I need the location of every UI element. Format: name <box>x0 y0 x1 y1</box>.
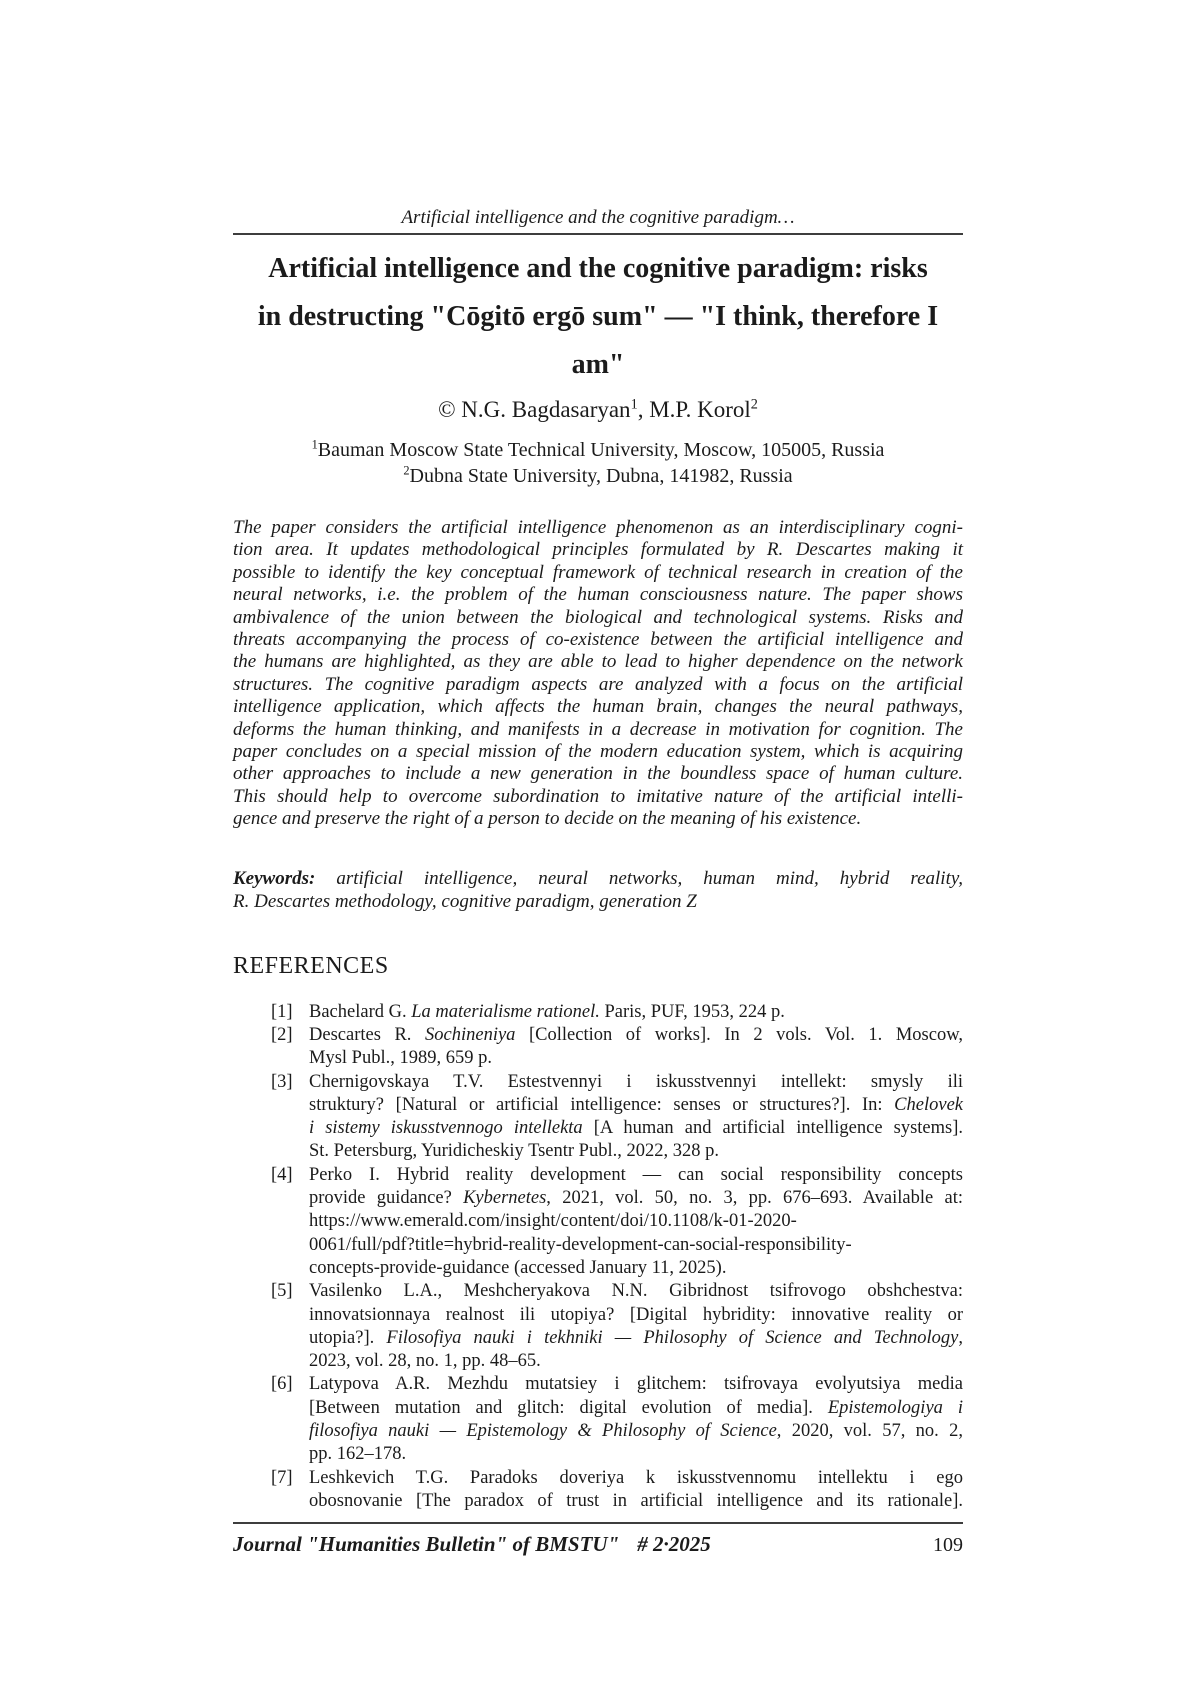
text-line: other approaches to include a new generation in the boundless space of human culture. <box>233 763 963 785</box>
reference-item-1 <box>233 1001 963 1024</box>
text-line: Latypova A.R. Mezhdu mutatsiey i glitchem: tsifrovaya evolyutsiya media <box>309 1374 963 1395</box>
text-line: the humans are highlighted, as they are able to lead to higher dependence on the network <box>233 651 963 673</box>
text-line: Bachelard G. La materialisme rationel. Paris, PUF, 1953, 224 p. <box>309 1001 785 1022</box>
reference-number: [2] <box>271 1024 293 1045</box>
text-line: 0061/full/pdf?title=hybrid-reality-development-can-social-responsibility- <box>309 1234 852 1255</box>
text-line: [Between mutation and glitch: digital evolution of media]. Epistemologiya i <box>309 1397 963 1418</box>
footer-issue: # 2·2025 <box>637 1532 711 1557</box>
page-column <box>233 0 963 1557</box>
reference-number: [4] <box>271 1164 293 1185</box>
text-line: gence and preserve the right of a person to decide on the meaning of his existence. <box>233 808 862 830</box>
text-line: Keywords: artificial intelligence, neural networks, human mind, hybrid reality, <box>233 867 963 889</box>
reference-item-3 <box>233 1071 963 1164</box>
text-line: threats accompanying the process of co-existence between the artificial intelligence and <box>233 629 963 651</box>
reference-number: [3] <box>271 1071 293 1092</box>
reference-text <box>309 1024 963 1071</box>
text-line: obosnovanie [The paradox of trust in artificial intelligence and its rationale]. <box>309 1490 963 1511</box>
text-line: This should help to overcome subordination to imitative nature of the artificial intelli- <box>233 785 963 807</box>
text-line: Vasilenko L.A., Meshcheryakova N.N. Gibridnost tsifrovogo obshchestva: <box>309 1281 963 1302</box>
authors-line: © N.G. Bagdasaryan$^1$, M.P. Korol$^2$ <box>438 396 758 422</box>
reference-text <box>309 1280 963 1373</box>
reference-number: [6] <box>271 1374 293 1395</box>
text-line: Descartes R. Sochineniya [Collection of works]. In 2 vols. Vol. 1. Moscow, <box>309 1024 963 1045</box>
reference-text <box>309 1071 963 1164</box>
text-line: https://www.emerald.com/insight/content/doi/10.1108/k-01-2020- <box>309 1211 797 1232</box>
text-line: Chernigovskaya T.V. Estestvennyi i iskusstvennyi intellekt: smysly ili <box>309 1071 963 1092</box>
text-line: tion area. It updates methodological principles formulated by R. Descartes making it <box>233 539 963 561</box>
text-line: intelligence application, which affects the human brain, changes the neural pathways, <box>233 696 963 718</box>
reference-text <box>309 1001 963 1024</box>
reference-item-7 <box>233 1467 963 1514</box>
references-list <box>233 1001 963 1514</box>
paper-title-line-2: in destructing "Cōgitō ergō sum" — "I think, therefore I am" <box>257 301 939 380</box>
header-rule <box>233 233 963 235</box>
reference-number: [7] <box>271 1467 293 1488</box>
text-line: 2023, vol. 28, no. 1, pp. 48–65. <box>309 1351 541 1372</box>
text-line: possible to identify the key conceptual framework of technical research in creation of the <box>233 561 963 583</box>
text-line: Perko I. Hybrid reality development — can social responsibility concepts <box>309 1164 963 1185</box>
reference-text <box>309 1164 963 1280</box>
text-line: filosofiya nauki — Epistemology & Philosophy of Science, 2020, vol. 57, no. 2, <box>309 1421 963 1442</box>
text-line: innovatsionnaya realnost ili utopiya? [Digital hybridity: innovative reality or <box>309 1304 963 1325</box>
footer <box>233 1532 963 1557</box>
text-line: R. Descartes methodology, cognitive paradigm, generation Z <box>233 890 697 912</box>
text-line: Leshkevich T.G. Paradoks doveriya k iskusstvennomu intellektu i ego <box>309 1467 963 1488</box>
reference-item-2 <box>233 1024 963 1071</box>
affiliation-1: $^1$Bauman Moscow State Technical University, Moscow, 105005, Russia <box>311 437 885 461</box>
footer-journal-name: Journal "Humanities Bulletin" of BMSTU" <box>233 1532 620 1557</box>
text-line: provide guidance? Kybernetes, 2021, vol. 50, no. 3, pp. 676–693. Available at: <box>309 1188 963 1209</box>
text-line: struktury? [Natural or artificial intelligence: senses or structures?]. In: Chelovek <box>309 1094 963 1115</box>
affiliation-2: $^2$Dubna State University, Dubna, 141982, Russia <box>403 463 793 487</box>
reference-item-5 <box>233 1280 963 1373</box>
reference-item-6 <box>233 1373 963 1466</box>
reference-text <box>309 1373 963 1466</box>
keywords <box>233 867 963 913</box>
text-line: structures. The cognitive paradigm aspects are analyzed with a focus on the artificial <box>233 673 963 695</box>
text-line: neural networks, i.e. the problem of the human consciousness nature. The paper shows <box>233 584 963 606</box>
text-line: paper concludes on a special mission of the modern education system, which is acquiring <box>233 741 963 763</box>
paper-title-line-1: Artificial intelligence and the cognitive paradigm: risks <box>268 253 928 284</box>
running-head: Artificial intelligence and the cognitive paradigm… <box>401 207 795 228</box>
affiliations <box>233 437 963 489</box>
references-heading: REFERENCES <box>233 952 389 979</box>
footer-journal-line <box>233 1532 711 1557</box>
reference-number: [1] <box>271 1001 293 1022</box>
text-line: i sistemy iskusstvennogo intellekta [A human and artificial intelligence systems]. <box>309 1118 963 1139</box>
text-line: pp. 162–178. <box>309 1444 407 1465</box>
text-line: utopia?]. Filosofiya nauki i tekhniki — Philosophy of Science and Technology, <box>309 1327 963 1348</box>
text-line: St. Petersburg, Yuridicheskiy Tsentr Publ., 2022, 328 p. <box>309 1141 719 1162</box>
footer-rule <box>233 1522 963 1524</box>
text-line: concepts-provide-guidance (accessed January 11, 2025). <box>309 1257 727 1278</box>
page-number: 109 <box>933 1534 963 1557</box>
paper-title <box>233 245 963 389</box>
reference-text <box>309 1467 963 1514</box>
reference-number: [5] <box>271 1281 293 1302</box>
text-line: ambivalence of the union between the biological and technological systems. Risks and <box>233 606 963 628</box>
reference-item-4 <box>233 1164 963 1280</box>
text-line: The paper considers the artificial intelligence phenomenon as an interdisciplinary cogni- <box>233 517 963 538</box>
abstract <box>233 517 963 831</box>
text-line: deforms the human thinking, and manifests in a decrease in motivation for cognition. The <box>233 718 963 740</box>
text-line: Mysl Publ., 1989, 659 p. <box>309 1048 492 1069</box>
